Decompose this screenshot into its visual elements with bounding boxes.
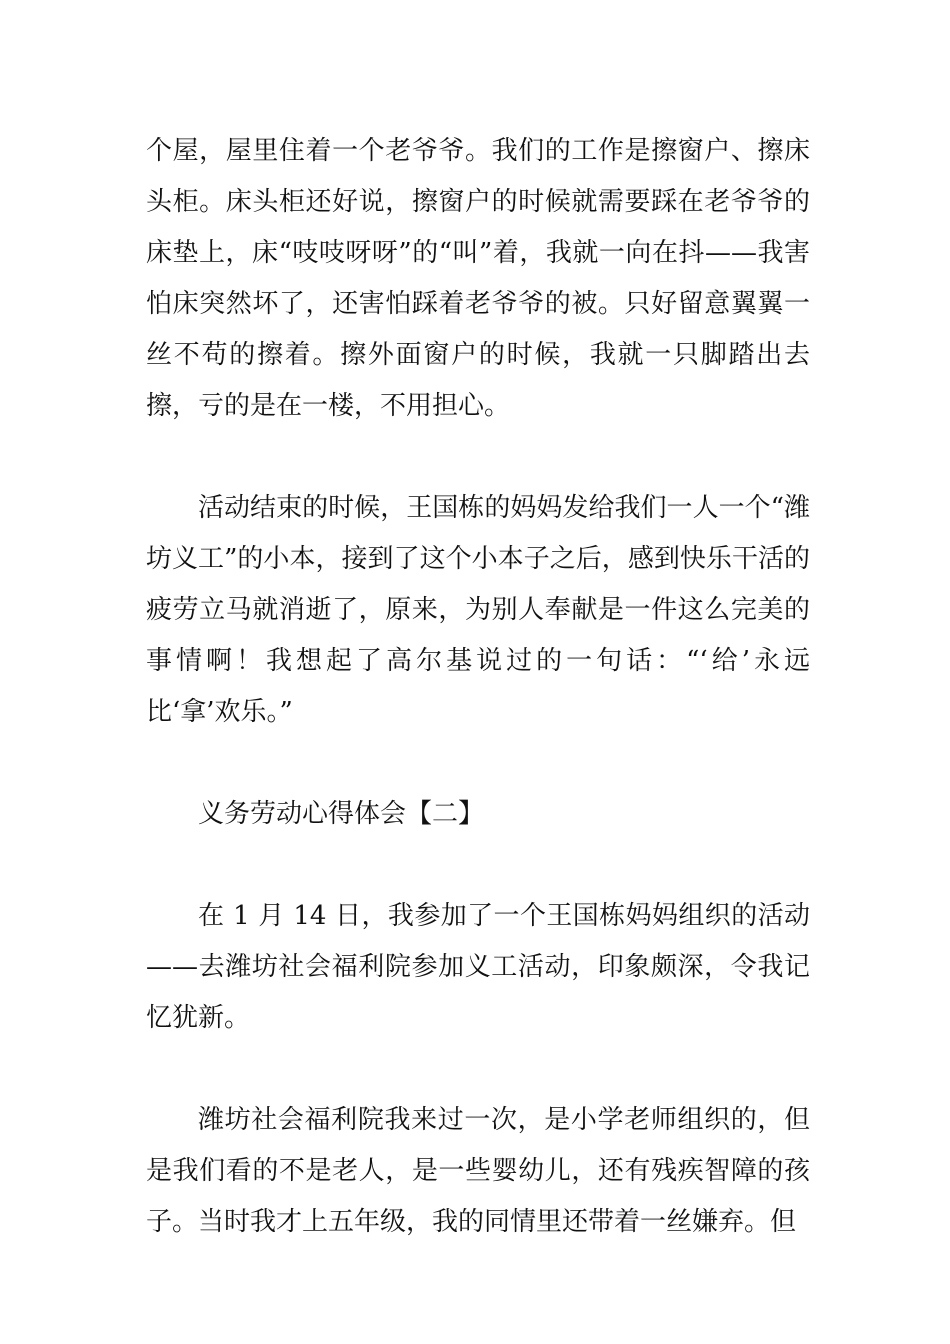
section-heading: 义务劳动心得体会【二】	[198, 799, 485, 829]
paragraph-gap	[146, 840, 810, 891]
paragraph-gap	[146, 432, 810, 483]
paragraph-activity-end: 活动结束的时候，王国栋的妈妈发给我们一人一个“潍坊义工”的小本，接到了这个小本子之后，感到快乐干活的疲劳立马就消逝了，原来，为别人奉献是一件这么完美的事情啊！我想起了高尔基说过的一句话：“‘给’永远比‘拿’欢乐。”	[146, 493, 810, 727]
document-body	[146, 126, 810, 1248]
paragraph-gap	[146, 1044, 810, 1095]
paragraph-continuation: 个屋，屋里住着一个老爷爷。我们的工作是擦窗户、擦床头柜。床头柜还好说，擦窗户的时候就需要踩在老爷爷的床垫上，床“吱吱呀呀”的“叫”着，我就一向在抖——我害怕床突然坏了，还害怕踩着老爷爷的被。只好留意翼翼一丝不苟的擦着。擦外面窗户的时候，我就一只脚踏出去擦，亏的是在一楼，不用担心。	[146, 136, 810, 421]
paragraph-gap	[146, 738, 810, 789]
paragraph-intro: 在 1 月 14 日，我参加了一个王国栋妈妈组织的活动——去潍坊社会福利院参加义工活动，印象颇深，令我记忆犹新。	[146, 901, 810, 1033]
paragraph-welfare-home: 潍坊社会福利院我来过一次，是小学老师组织的，但是我们看的不是老人，是一些婴幼儿，还有残疾智障的孩子。当时我才上五年级，我的同情里还带着一丝嫌弃。但	[146, 1105, 810, 1237]
